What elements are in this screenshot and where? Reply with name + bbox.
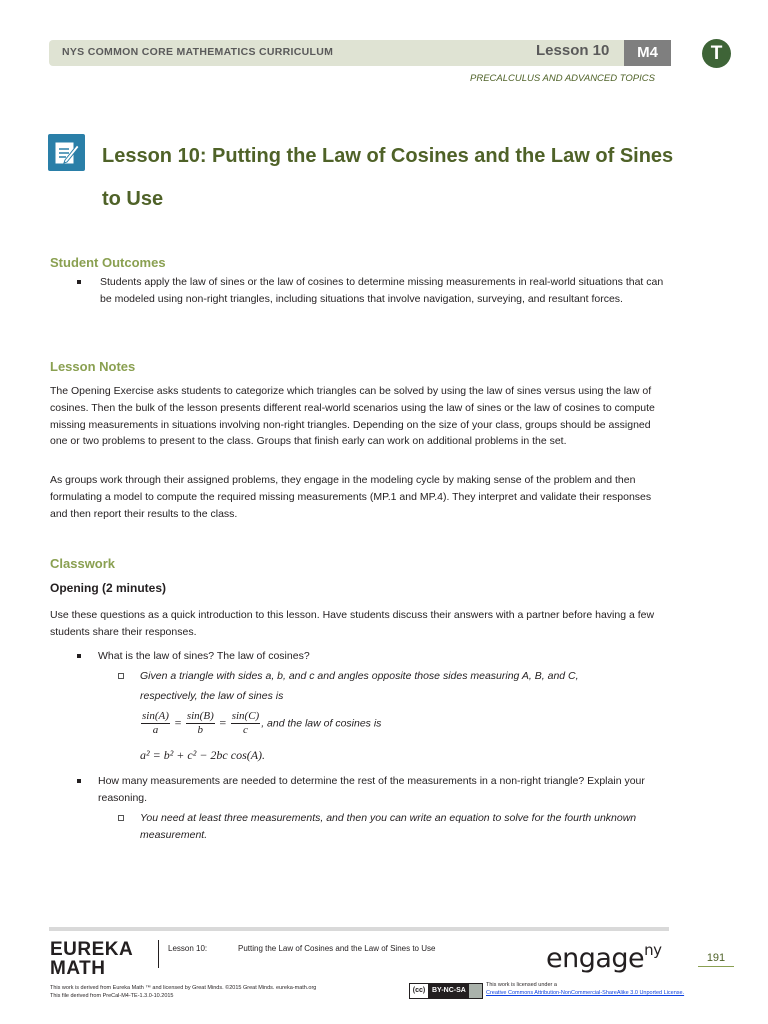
law-of-cosines-formula: a² = b² + c² − 2bc cos(A). — [140, 748, 266, 762]
derived-notice — [50, 985, 316, 1000]
derived-line1: This work is derived from Eureka Math ™ and licensed by Great Minds. ©2015 Great Minds. eureka-math.org — [50, 985, 317, 991]
course-label: PRECALCULUS AND ADVANCED TOPICS — [470, 73, 655, 84]
logo-line1: EUREKA — [50, 939, 134, 960]
denominator-a: a — [152, 724, 159, 736]
denominator-c: c — [242, 724, 248, 736]
answer-2: You need at least three measurements, and then you can write an equation to solve for the fourth unknown measurement. — [140, 812, 637, 841]
eureka-math-logo — [50, 940, 133, 978]
footer-lesson-title: Putting the Law of Cosines and the Law of Sines to Use — [238, 944, 436, 953]
lesson-title — [102, 135, 682, 221]
classwork-heading: Classwork — [50, 556, 116, 571]
lesson-notes-paragraph-1: The Opening Exercise asks students to categorize which triangles can be solved by using the law of sines versus using the law of cosines. Then the bulk of the lesson presents different real-world scenarios using the law of sines or the law of cosines to compute missing measurements in situations involving non-right triangles. Depending on the size of your class, groups should be assigned one or two problems to present to the class. Groups that finish early can work on additional problems in the set. — [50, 385, 655, 448]
opening-intro: Use these questions as a quick introduction to this lesson. Have students discuss their answers with a partner before having a few students share their responses. — [50, 609, 655, 638]
license-line1: This work is licensed under a — [486, 982, 557, 988]
student-outcome-item: Students apply the law of sines or the law of cosines to determine missing measurements in real-world situations that can be modeled using non-right triangles, including situations that involve navigation, surveying, and resultant forces. — [100, 276, 664, 305]
bullet-square-icon — [77, 280, 81, 284]
equals-sign: = — [173, 715, 182, 730]
opening-heading: Opening (2 minutes) — [50, 581, 167, 595]
question-2: How many measurements are needed to determine the rest of the measurements in a non-right triangle? Explain your reasoning. — [98, 775, 645, 804]
cc-label: BY-NC-SA — [429, 984, 469, 998]
logo-line2: MATH — [50, 958, 106, 979]
footer-divider — [158, 940, 159, 968]
module-badge: M4 — [624, 40, 671, 66]
law-of-sines-formula — [140, 710, 660, 737]
license-link[interactable]: Creative Commons Attribution-NonCommercial-ShareAlike 3.0 Unported License. — [486, 990, 685, 996]
numerator-c: sin(C) — [231, 710, 260, 722]
footer-rule — [49, 927, 669, 931]
question-1: What is the law of sines? The law of cosines? — [98, 650, 310, 662]
curriculum-label: NYS COMMON CORE MATHEMATICS CURRICULUM — [62, 46, 334, 58]
lesson-label: Lesson 10 — [536, 42, 610, 59]
bullet-sub-icon — [118, 815, 124, 821]
fraction-a — [141, 710, 170, 737]
engageny-logo — [546, 943, 662, 974]
fraction-b — [186, 710, 215, 737]
notepad-pencil-icon — [48, 134, 85, 171]
student-outcomes-heading: Student Outcomes — [50, 255, 166, 270]
engage-sup: ny — [644, 941, 662, 959]
teacher-badge: T — [702, 39, 731, 68]
cc-icon: (cc) — [410, 984, 429, 998]
cc-license-badge[interactable] — [409, 983, 483, 999]
answer-1-mid: , and the law of cosines is — [261, 717, 382, 730]
equals-sign: = — [218, 715, 227, 730]
lesson-notes-paragraph-2: As groups work through their assigned problems, they engage in the modeling cycle by making sense of the problem and then formulating a model to compute the required missing measurements (MP.1 and MP.4). They interpret and validate their responses and then report their results to the class. — [50, 474, 652, 520]
numerator-a: sin(A) — [142, 710, 169, 722]
numerator-b: sin(B) — [186, 710, 214, 722]
fraction-c — [231, 710, 261, 737]
lesson-title-line2: to Use — [102, 188, 164, 210]
derived-line2: This file derived from PreCal-M4-TE-1.3.0-10.2015 — [50, 992, 174, 999]
lesson-notes-heading: Lesson Notes — [50, 359, 136, 374]
license-notice — [486, 981, 684, 997]
lesson-title-line1: Lesson 10: Putting the Law of Cosines and the Law of Sines — [102, 145, 674, 167]
bullet-square-icon — [77, 654, 81, 658]
answer-1-line2: respectively, the law of sines is — [140, 690, 284, 702]
answer-1-line1: Given a triangle with sides a, b, and c and angles opposite those sides measuring A, B, and C, — [140, 670, 579, 682]
footer-lesson-label: Lesson 10: — [168, 944, 208, 953]
bullet-square-icon — [77, 779, 81, 783]
engage-text: engage — [546, 943, 645, 974]
bullet-sub-icon — [118, 673, 124, 679]
page-number: 191 — [698, 952, 734, 967]
denominator-b: b — [197, 724, 204, 736]
